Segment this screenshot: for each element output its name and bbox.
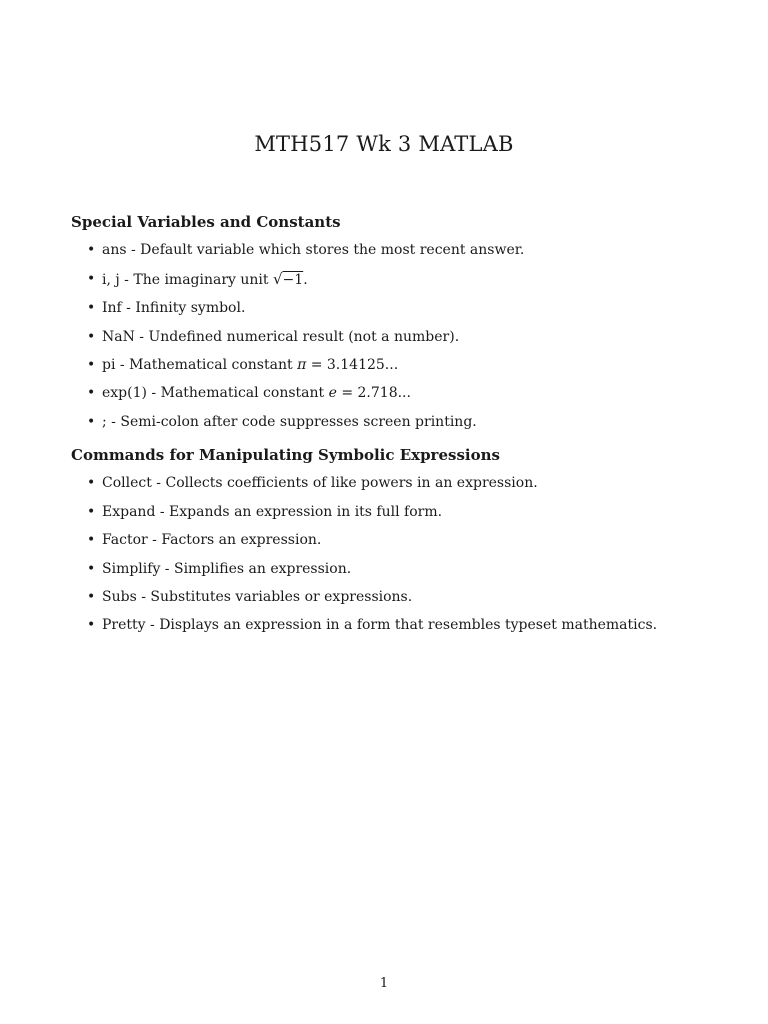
list-item	[71, 587, 711, 607]
sqrt-symbol: √	[272, 269, 283, 288]
item-text: ans - Default variable which stores the most recent answer.	[102, 242, 525, 259]
bullet-icon: •	[87, 385, 96, 402]
bullet-icon: •	[87, 356, 96, 373]
list-item	[71, 473, 711, 493]
item-text-rest: = 3.14125...	[306, 356, 399, 373]
section-heading: Special Variables and Constants	[71, 213, 341, 231]
list-item	[71, 355, 711, 375]
item-text: pi - Mathematical constant	[102, 356, 298, 373]
bullet-icon: •	[87, 413, 96, 430]
item-text: Expand - Expands an expression in its full form.	[102, 503, 443, 520]
item-text: ; - Semi-colon after code suppresses screen printing.	[102, 413, 477, 430]
item-text: Subs - Substitutes variables or expressions.	[102, 588, 413, 605]
sqrt-argument: −1	[282, 271, 304, 288]
bullet-icon: •	[87, 328, 96, 345]
item-text-rest: = 2.718...	[336, 385, 411, 402]
bullet-icon: •	[87, 560, 96, 577]
page-number: 1	[379, 976, 389, 991]
list-item	[71, 502, 711, 522]
item-text-suffix: .	[303, 271, 308, 288]
item-text: i, j - The imaginary unit	[102, 271, 273, 288]
item-text: Inf - Infinity symbol.	[102, 300, 246, 317]
bullet-icon: •	[87, 617, 96, 634]
item-text: Pretty - Displays an expression in a form that resembles typeset mathematics.	[102, 617, 658, 634]
list-item	[71, 240, 711, 260]
list-item	[71, 559, 711, 579]
math-variable: e	[328, 385, 337, 402]
item-text: exp(1) - Mathematical constant	[102, 385, 329, 402]
list-item	[71, 412, 711, 432]
list-item	[71, 269, 711, 290]
item-text: Factor - Factors an expression.	[102, 532, 322, 549]
bullet-icon: •	[87, 300, 96, 317]
bullet-icon: •	[87, 588, 96, 605]
bullet-icon: •	[87, 242, 96, 259]
section-heading: Commands for Manipulating Symbolic Expressions	[71, 446, 500, 464]
list-item	[71, 530, 711, 550]
item-text: Collect - Collects coefficients of like powers in an expression.	[102, 475, 538, 492]
item-list	[71, 473, 711, 635]
bullet-icon: •	[87, 503, 96, 520]
math-variable: π	[297, 356, 307, 373]
item-list	[71, 240, 711, 431]
list-item	[71, 298, 711, 318]
bullet-icon: •	[87, 532, 96, 549]
section-special-variables	[71, 212, 711, 432]
item-text: NaN - Undefined numerical result (not a number).	[102, 328, 460, 345]
section-symbolic-commands	[71, 445, 711, 635]
page-title: MTH517 Wk 3 MATLAB	[254, 132, 514, 157]
bullet-icon: •	[87, 270, 96, 287]
list-item	[71, 327, 711, 347]
list-item	[71, 615, 711, 635]
bullet-icon: •	[87, 475, 96, 492]
item-text: Simplify - Simplifies an expression.	[102, 560, 352, 577]
list-item	[71, 383, 711, 403]
